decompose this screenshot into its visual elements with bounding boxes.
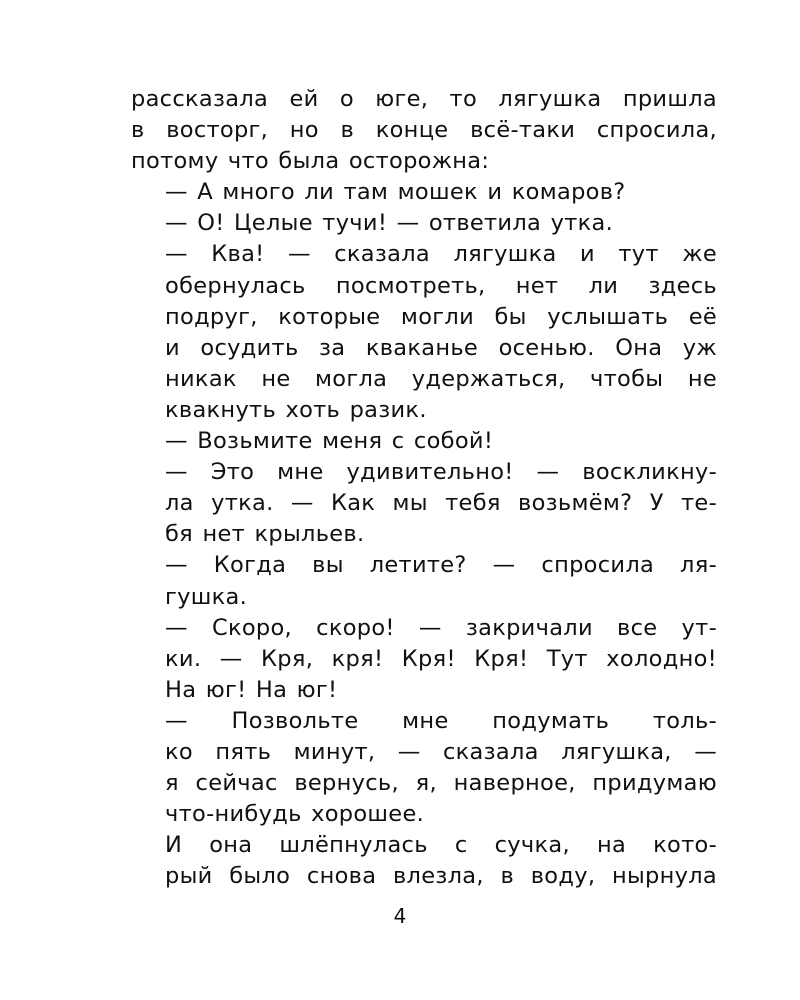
text-line: ки. — Кря, кря! Кря! Кря! Тут холодно! <box>165 645 717 672</box>
page-number: 4 <box>393 904 407 928</box>
paragraph-8 <box>131 613 717 706</box>
text-line: И она шлёпнулась с сучка, на кото- <box>165 832 717 859</box>
paragraph-10 <box>131 830 717 892</box>
paragraph-5 <box>131 426 717 457</box>
text-line: я сейчас вернусь, я, наверное, придумаю <box>165 770 717 797</box>
text-line: никак не могла удержаться, чтобы не <box>165 365 717 392</box>
text-line: в восторг, но в конце всё-таки спросила, <box>131 117 717 144</box>
paragraph-9 <box>131 706 717 830</box>
text-line: — Это мне удивительно! — воскликну- <box>165 459 717 486</box>
text-line: гушка. <box>165 583 248 610</box>
text-line: — Позвольте мне подумать толь- <box>165 707 717 734</box>
text-line: ла утка. — Как мы тебя возьмём? У те- <box>165 490 717 517</box>
text-line: ко пять минут, — сказала лягушка, — <box>165 738 717 765</box>
text-line: — Возьмите меня с собой! <box>165 428 494 455</box>
paragraph-3 <box>131 208 717 239</box>
text-line: — Скоро, скоро! — закричали все ут- <box>165 614 717 641</box>
text-line: — О! Целые тучи! — ответила утка. <box>165 210 614 237</box>
text-line: подруг, которые могли бы услышать её <box>165 303 717 330</box>
paragraph-6 <box>131 457 717 550</box>
paragraph-1 <box>131 84 717 177</box>
text-line: рассказала ей о юге, то лягушка пришла <box>131 86 717 112</box>
text-line: и осудить за кваканье осенью. Она уж <box>165 334 717 361</box>
text-line: На юг! На юг! <box>165 676 338 703</box>
text-line: — Когда вы летите? — спросила ля- <box>165 552 717 579</box>
paragraph-7 <box>131 550 717 612</box>
text-line: обернулась посмотреть, нет ли здесь <box>165 272 717 299</box>
paragraph-2 <box>131 177 717 208</box>
text-line: потому что была осторожна: <box>131 148 490 175</box>
paragraph-4 <box>131 239 717 426</box>
text-line: — Ква! — сказала лягушка и тут же <box>165 241 717 268</box>
text-line: квакнуть хоть разик. <box>165 396 427 423</box>
text-line: рый было снова влезла, в воду, нырнула <box>165 863 717 890</box>
text-line: что-нибудь хорошее. <box>165 801 425 828</box>
text-line: бя нет крыльев. <box>165 521 365 548</box>
text-line: — А много ли там мошек и комаров? <box>165 179 626 206</box>
page-text <box>131 84 717 892</box>
